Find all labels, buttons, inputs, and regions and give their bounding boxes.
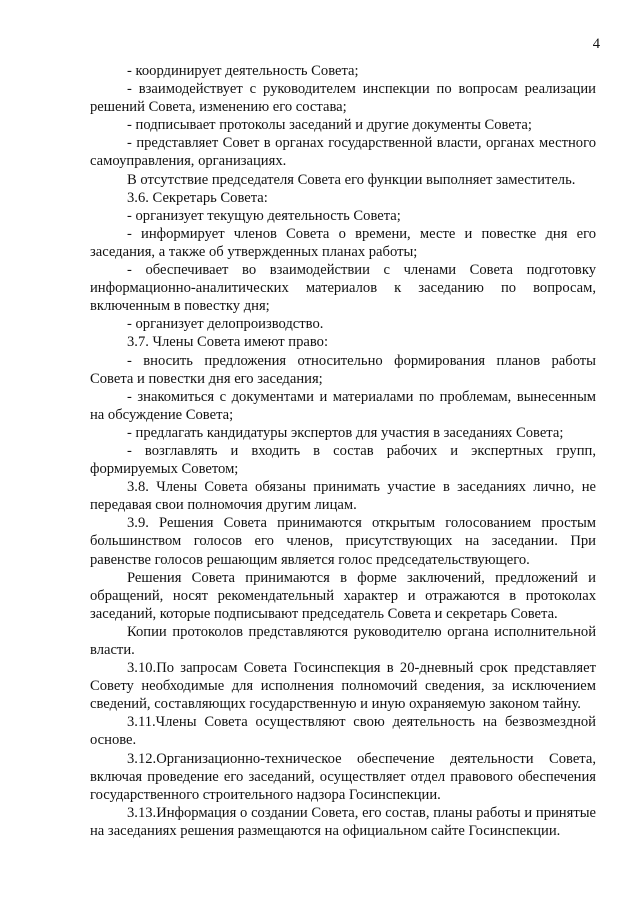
- paragraph: - информирует членов Совета о времени, месте и повестке дня его заседания, а также об утвержденных планах работы;: [90, 225, 596, 260]
- paragraph: 3.12.Организационно-техническое обеспечение деятельности Совета, включая проведение его заседаний, осуществляет отдел правового обеспечения государственного строительного надзора Госинспекции.: [90, 750, 596, 803]
- paragraph: - организует текущую деятельность Совета;: [127, 207, 401, 224]
- paragraph: - вносить предложения относительно формирования планов работы Совета и повестки дня его заседания;: [90, 352, 596, 387]
- paragraph: - предлагать кандидатуры экспертов для участия в заседаниях Совета;: [127, 424, 564, 441]
- paragraph: - организует делопроизводство.: [127, 316, 324, 333]
- paragraph: 3.6. Секретарь Совета:: [127, 189, 268, 206]
- paragraph: - знакомиться с документами и материалами по проблемам, вынесенным на обсуждение Совета;: [90, 388, 596, 423]
- paragraph: Копии протоколов представляются руководителю органа исполнительной власти.: [90, 623, 596, 658]
- paragraph: В отсутствие председателя Совета его функции выполняет заместитель.: [127, 171, 576, 188]
- paragraph: - взаимодействует с руководителем инспекции по вопросам реализации решений Совета, изменению его состава;: [90, 81, 596, 116]
- paragraph: Решения Совета принимаются в форме заключений, предложений и обращений, носят рекомендательный характер и отражаются в протоколах заседаний, которые подписывают председатель Совета и секретарь Совета.: [90, 569, 596, 622]
- paragraph: 3.9. Решения Совета принимаются открытым голосованием простым большинством голосов его членов, присутствующих на заседании. При равенстве голосов решающим является голос председательствующего.: [90, 515, 596, 568]
- paragraph: 3.11.Члены Совета осуществляют свою деятельность на безвозмездной основе.: [90, 714, 596, 749]
- paragraph: 3.10.По запросам Совета Госинспекция в 20-дневный срок представляет Совету необходимые для исполнения полномочий сведения, за исключением сведений, составляющих государственную и иную охраняемую законом тайну.: [90, 660, 596, 713]
- paragraph: - обеспечивает во взаимодействии с членами Совета подготовку информационно-аналитических материалов к заседанию по вопросам, включенным в повестку дня;: [90, 262, 596, 315]
- document-body: [90, 62, 596, 840]
- page-number: 4: [592, 36, 600, 52]
- paragraph: - подписывает протоколы заседаний и другие документы Совета;: [127, 117, 532, 134]
- paragraph: 3.13.Информация о создании Совета, его состав, планы работы и принятые на заседаниях решения размещаются на официальном сайте Госинспекции.: [90, 804, 596, 839]
- paragraph: 3.7. Члены Совета имеют право:: [127, 334, 329, 351]
- paragraph: - координирует деятельность Совета;: [127, 63, 359, 79]
- paragraph: - представляет Совет в органах государственной власти, органах местного самоуправления, организациях.: [90, 135, 596, 170]
- paragraph: 3.8. Члены Совета обязаны принимать участие в заседаниях лично, не передавая свои полномочия другим лицам.: [90, 479, 596, 514]
- paragraph: - возглавлять и входить в состав рабочих и экспертных групп, формируемых Советом;: [90, 442, 596, 478]
